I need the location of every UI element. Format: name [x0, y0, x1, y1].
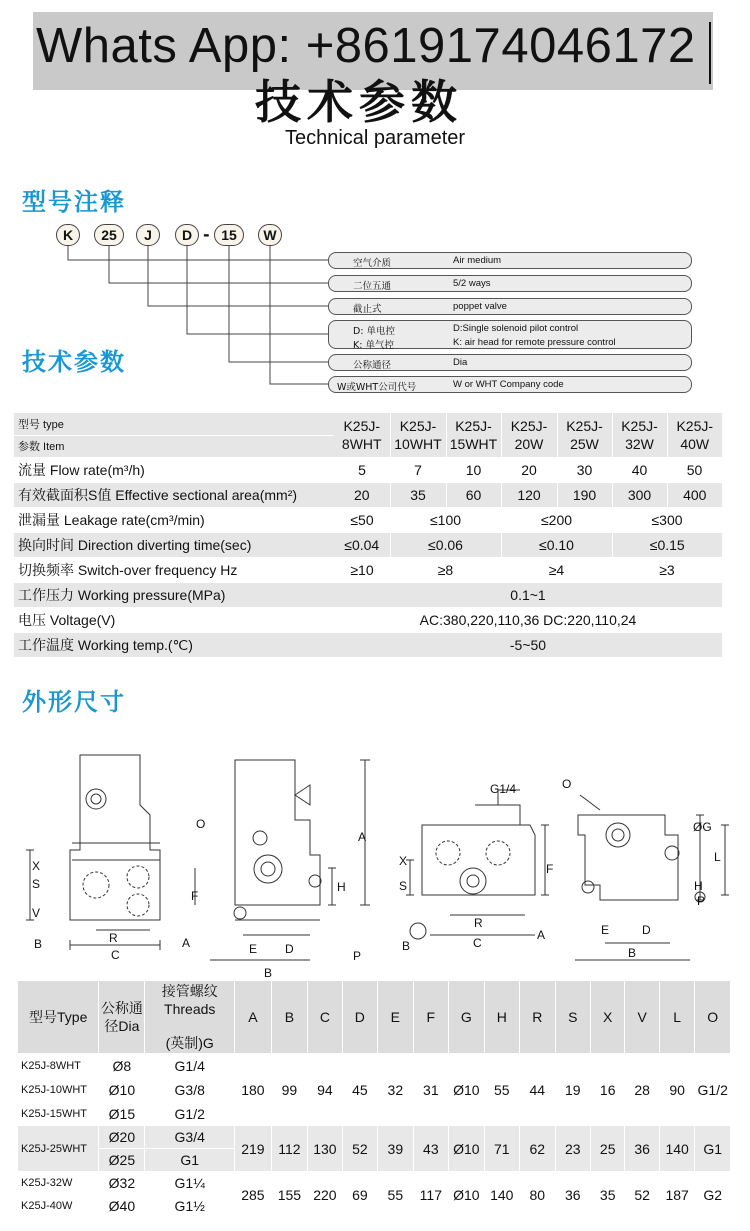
label-f-3: F: [546, 862, 554, 876]
param-header-row: [14, 413, 722, 435]
code-part-25: 25: [94, 224, 124, 246]
label-f-2: F: [191, 889, 199, 903]
label-a-1: A: [182, 936, 191, 950]
label-h-4: H: [694, 879, 703, 893]
label-s-1: S: [32, 877, 41, 891]
dim-header-dia: 公称通径Dia: [99, 981, 145, 1054]
label-d-4: D: [642, 923, 651, 937]
label-p-2: P: [353, 949, 362, 963]
dimension-drawings: [10, 735, 740, 980]
watermark-text: Whats App: +8619174046172: [36, 19, 696, 73]
dim-row-15wht: K25J-15WHT Ø15 G1/2: [18, 1102, 731, 1126]
label-b-1: B: [34, 937, 43, 951]
dim-row-25wht-b: Ø25 G1: [18, 1149, 731, 1172]
label-e-2: E: [249, 942, 258, 956]
label-r-3: R: [474, 916, 483, 930]
legend-row-dia: 公称通径 Dia: [328, 354, 692, 371]
code-part-15: 15: [214, 224, 244, 246]
row-temperature: 工作温度 Working temp.(℃) -5~50: [14, 632, 722, 657]
section-title-model-note: 型号注释: [22, 188, 126, 216]
legend-row-valve: 截止式 poppet valve: [328, 298, 692, 315]
legend-row-company: W或WHT公司代号 W or WHT Company code: [328, 376, 692, 393]
label-o-4: O: [562, 777, 572, 791]
col-40w: K25J- 40W: [667, 413, 722, 457]
row-leakage: 泄漏量 Leakage rate(cm³/min) ≤50 ≤100 ≤200 ≤300: [14, 507, 722, 532]
col-15wht: K25J- 15WHT: [446, 413, 501, 457]
label-phig-4: ØG: [693, 820, 712, 834]
label-x-3: X: [399, 854, 408, 868]
dim-row-10wht: K25J-10WHT Ø10 G3/8: [18, 1078, 731, 1102]
row-flow: 流量 Flow rate(m³/h) 5 7 10 20 30 40 50: [14, 457, 722, 482]
label-b-2: B: [264, 966, 273, 980]
dim-header-type: 型号Type: [18, 981, 99, 1054]
label-o-2: O: [196, 817, 206, 831]
label-a-3: A: [537, 928, 546, 942]
dim-row-32w: K25J-32W Ø32 G1¼ 285 155 220 69 55 117 Ø10 140 80 36 35 52 187 G2: [18, 1172, 731, 1195]
dim-row-8wht: K25J-8WHT Ø8 G1/4 180 99 94 45 32 31 Ø10 55 44 19 16 28 90 G1/2: [18, 1054, 731, 1078]
legend-row-medium: 空气介质 Air medium: [328, 252, 692, 269]
code-dash: -: [203, 225, 210, 244]
row-pressure: 工作压力 Working pressure(MPa) 0.1~1: [14, 582, 722, 607]
label-c-3: C: [473, 936, 482, 950]
label-h-2: H: [337, 880, 346, 894]
dim-header-thread: 接管螺纹 Threads (英制)G: [145, 981, 235, 1054]
label-s-3: S: [399, 879, 408, 893]
label-b-4: B: [628, 946, 637, 960]
dim-header-row: 型号Type 公称通径Dia 接管螺纹 Threads (英制)G A B C D E F G H R S X V L O: [18, 981, 731, 1054]
legend-row-ways: 二位五通 5/2 ways: [328, 275, 692, 292]
label-c-1: C: [111, 948, 120, 962]
dim-row-40w: K25J-40W Ø40 G1½: [18, 1195, 731, 1218]
header-type: 型号 type: [14, 413, 334, 435]
col-20w: K25J- 20W: [501, 413, 557, 457]
section-title-tech-params: 技术参数: [22, 348, 126, 376]
label-a-2: A: [358, 830, 367, 844]
code-part-k: K: [56, 224, 80, 246]
col-25w: K25J- 25W: [557, 413, 612, 457]
drawing-front-view: [26, 755, 160, 950]
row-voltage: 电压 Voltage(V) AC:380,220,110,36 DC:220,110,24: [14, 607, 722, 632]
dimension-table: [17, 980, 731, 1218]
label-x-1: X: [32, 859, 41, 873]
code-part-w: W: [258, 224, 282, 246]
col-8wht: K25J- 8WHT: [334, 413, 390, 457]
label-p-4: P: [697, 894, 706, 908]
drawing-side-view: [195, 760, 370, 960]
section-title-dimensions: 外形尺寸: [22, 688, 126, 716]
label-e-4: E: [601, 923, 610, 937]
label-b-3: B: [402, 939, 411, 953]
row-frequency: 切换频率 Switch-over frequency Hz ≥10 ≥8 ≥4 ≥3: [14, 557, 722, 582]
code-part-d: D: [175, 224, 199, 246]
label-g14-3: G1/4: [490, 782, 517, 796]
legend-row-control: D: 单电控 D:Single solenoid pilot control K: 单气控 K: air head for remote pressure control: [328, 320, 692, 349]
col-32w: K25J- 32W: [612, 413, 667, 457]
label-l-4: L: [714, 850, 721, 864]
code-part-j: J: [136, 224, 160, 246]
page-heading-text: 技术参数: [255, 75, 463, 129]
row-area: 有效截面积S值 Effective sectional area(mm²) 20 35 60 120 190 300 400: [14, 482, 722, 507]
row-direction-time: 换向时间 Direction diverting time(sec) ≤0.04 ≤0.06 ≤0.10 ≤0.15: [14, 532, 722, 557]
dim-row-25wht: K25J-25WHT Ø20 G3/4 219 112 130 52 39 43 Ø10 71 62 23 25 36 140 G1: [18, 1126, 731, 1149]
label-v-1: V: [32, 906, 41, 920]
page-subtitle: Technical parameter: [284, 127, 466, 149]
header-item: 参数 Item: [14, 435, 334, 457]
parameter-table: [14, 413, 722, 658]
label-d-2: D: [285, 942, 294, 956]
col-10wht: K25J- 10WHT: [390, 413, 446, 457]
label-r-1: R: [109, 931, 118, 945]
